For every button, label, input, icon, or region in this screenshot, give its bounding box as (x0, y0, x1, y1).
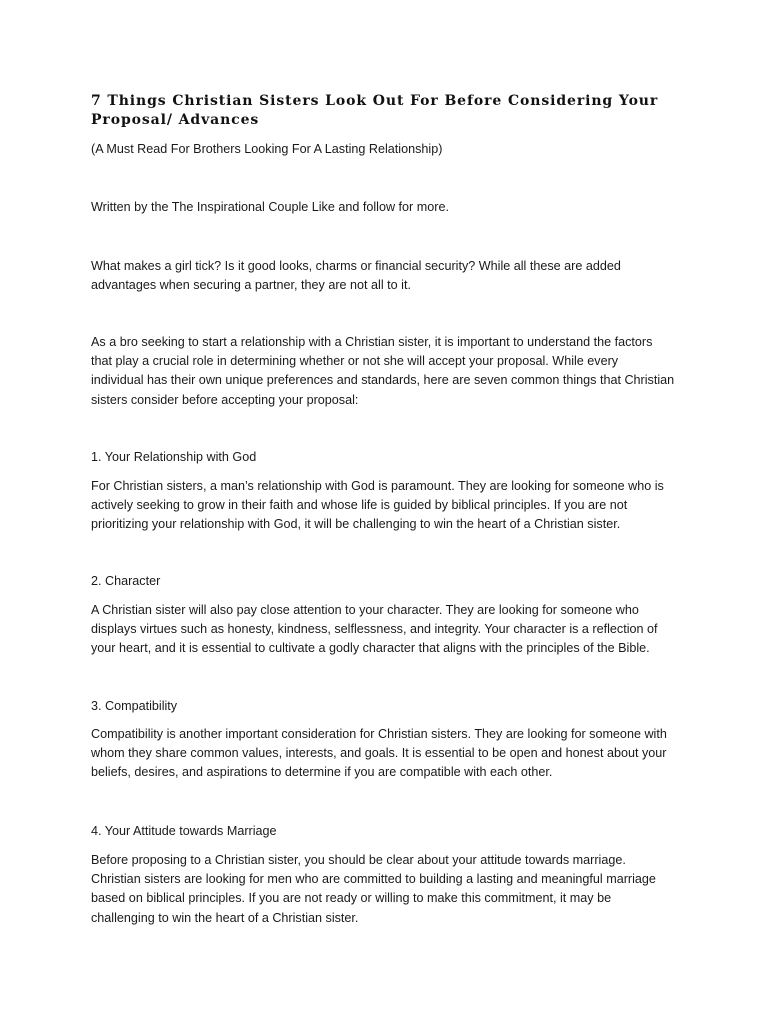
intro-paragraph-1 (91, 257, 711, 295)
section-heading (91, 448, 711, 467)
section-paragraph (91, 477, 711, 535)
text-line: prioritizing your relationship with God, it will be challenging to win the heart of a Christian sister. (91, 517, 621, 532)
text-line: individual has their own unique preferences and standards, here are seven common things that Christian (91, 373, 675, 388)
title-line: Proposal/ Advances (91, 112, 260, 129)
text-line: actively seeking to grow in their faith and whose life is guided by biblical principles. If you are not (91, 498, 628, 513)
heading-text: 1. Your Relationship with God (91, 450, 257, 464)
subtitle-text: (A Must Read For Brothers Looking For A Lasting Relationship) (91, 142, 443, 156)
heading-text: 2. Character (91, 574, 161, 588)
text-line: challenging to win the heart of a Christian sister. (91, 910, 359, 925)
intro-paragraph-2 (91, 333, 711, 410)
section-heading (91, 572, 711, 591)
text-line: whom they share common values, interests, and goals. It is essential to be open and honest about your (91, 746, 667, 761)
heading-text: 4. Your Attitude towards Marriage (91, 824, 277, 838)
text-line: Compatibility is another important consideration for Christian sisters. They are looking for someone with (91, 727, 667, 741)
section-paragraph (91, 851, 711, 928)
text-line: As a bro seeking to start a relationship with a Christian sister, it is important to understand the factors (91, 335, 653, 349)
byline (91, 198, 711, 217)
document-title (91, 92, 711, 130)
text-line: based on biblical principles. If you are not ready or willing to make this commitment, it may be (91, 891, 612, 906)
section-heading (91, 822, 711, 841)
subtitle (91, 140, 711, 159)
section-paragraph (91, 725, 711, 783)
text-line: sisters consider before accepting your proposal: (91, 392, 359, 407)
section-heading (91, 697, 711, 716)
text-line: displays virtues such as honesty, kindness, selflessness, and integrity. Your character is a reflection of (91, 622, 658, 637)
text-line: your heart, and it is essential to cultivate a godly character that aligns with the principles of the Bible. (91, 641, 650, 656)
text-line: For Christian sisters, a man’s relationship with God is paramount. They are looking for someone who is (91, 479, 664, 493)
text-line: What makes a girl tick? Is it good looks, charms or financial security? While all these are added (91, 259, 621, 273)
text-line: beliefs, desires, and aspirations to determine if you are compatible with each other. (91, 765, 553, 780)
heading-text: 3. Compatibility (91, 699, 178, 713)
text-line: Christian sisters are looking for men who are committed to building a lasting and meaningful marriage (91, 872, 656, 887)
title-line: 7 Things Christian Sisters Look Out For Before Considering Your (91, 93, 659, 109)
text-line: Before proposing to a Christian sister, you should be clear about your attitude towards marriage. (91, 853, 626, 867)
byline-text: Written by the The Inspirational Couple Like and follow for more. (91, 200, 449, 214)
text-line: A Christian sister will also pay close attention to your character. They are looking for someone who (91, 603, 639, 617)
text-line: that play a crucial role in determining whether or not she will accept your proposal. While every (91, 354, 619, 369)
text-line: advantages when securing a partner, they are not all to it. (91, 278, 411, 293)
section-paragraph (91, 601, 711, 659)
